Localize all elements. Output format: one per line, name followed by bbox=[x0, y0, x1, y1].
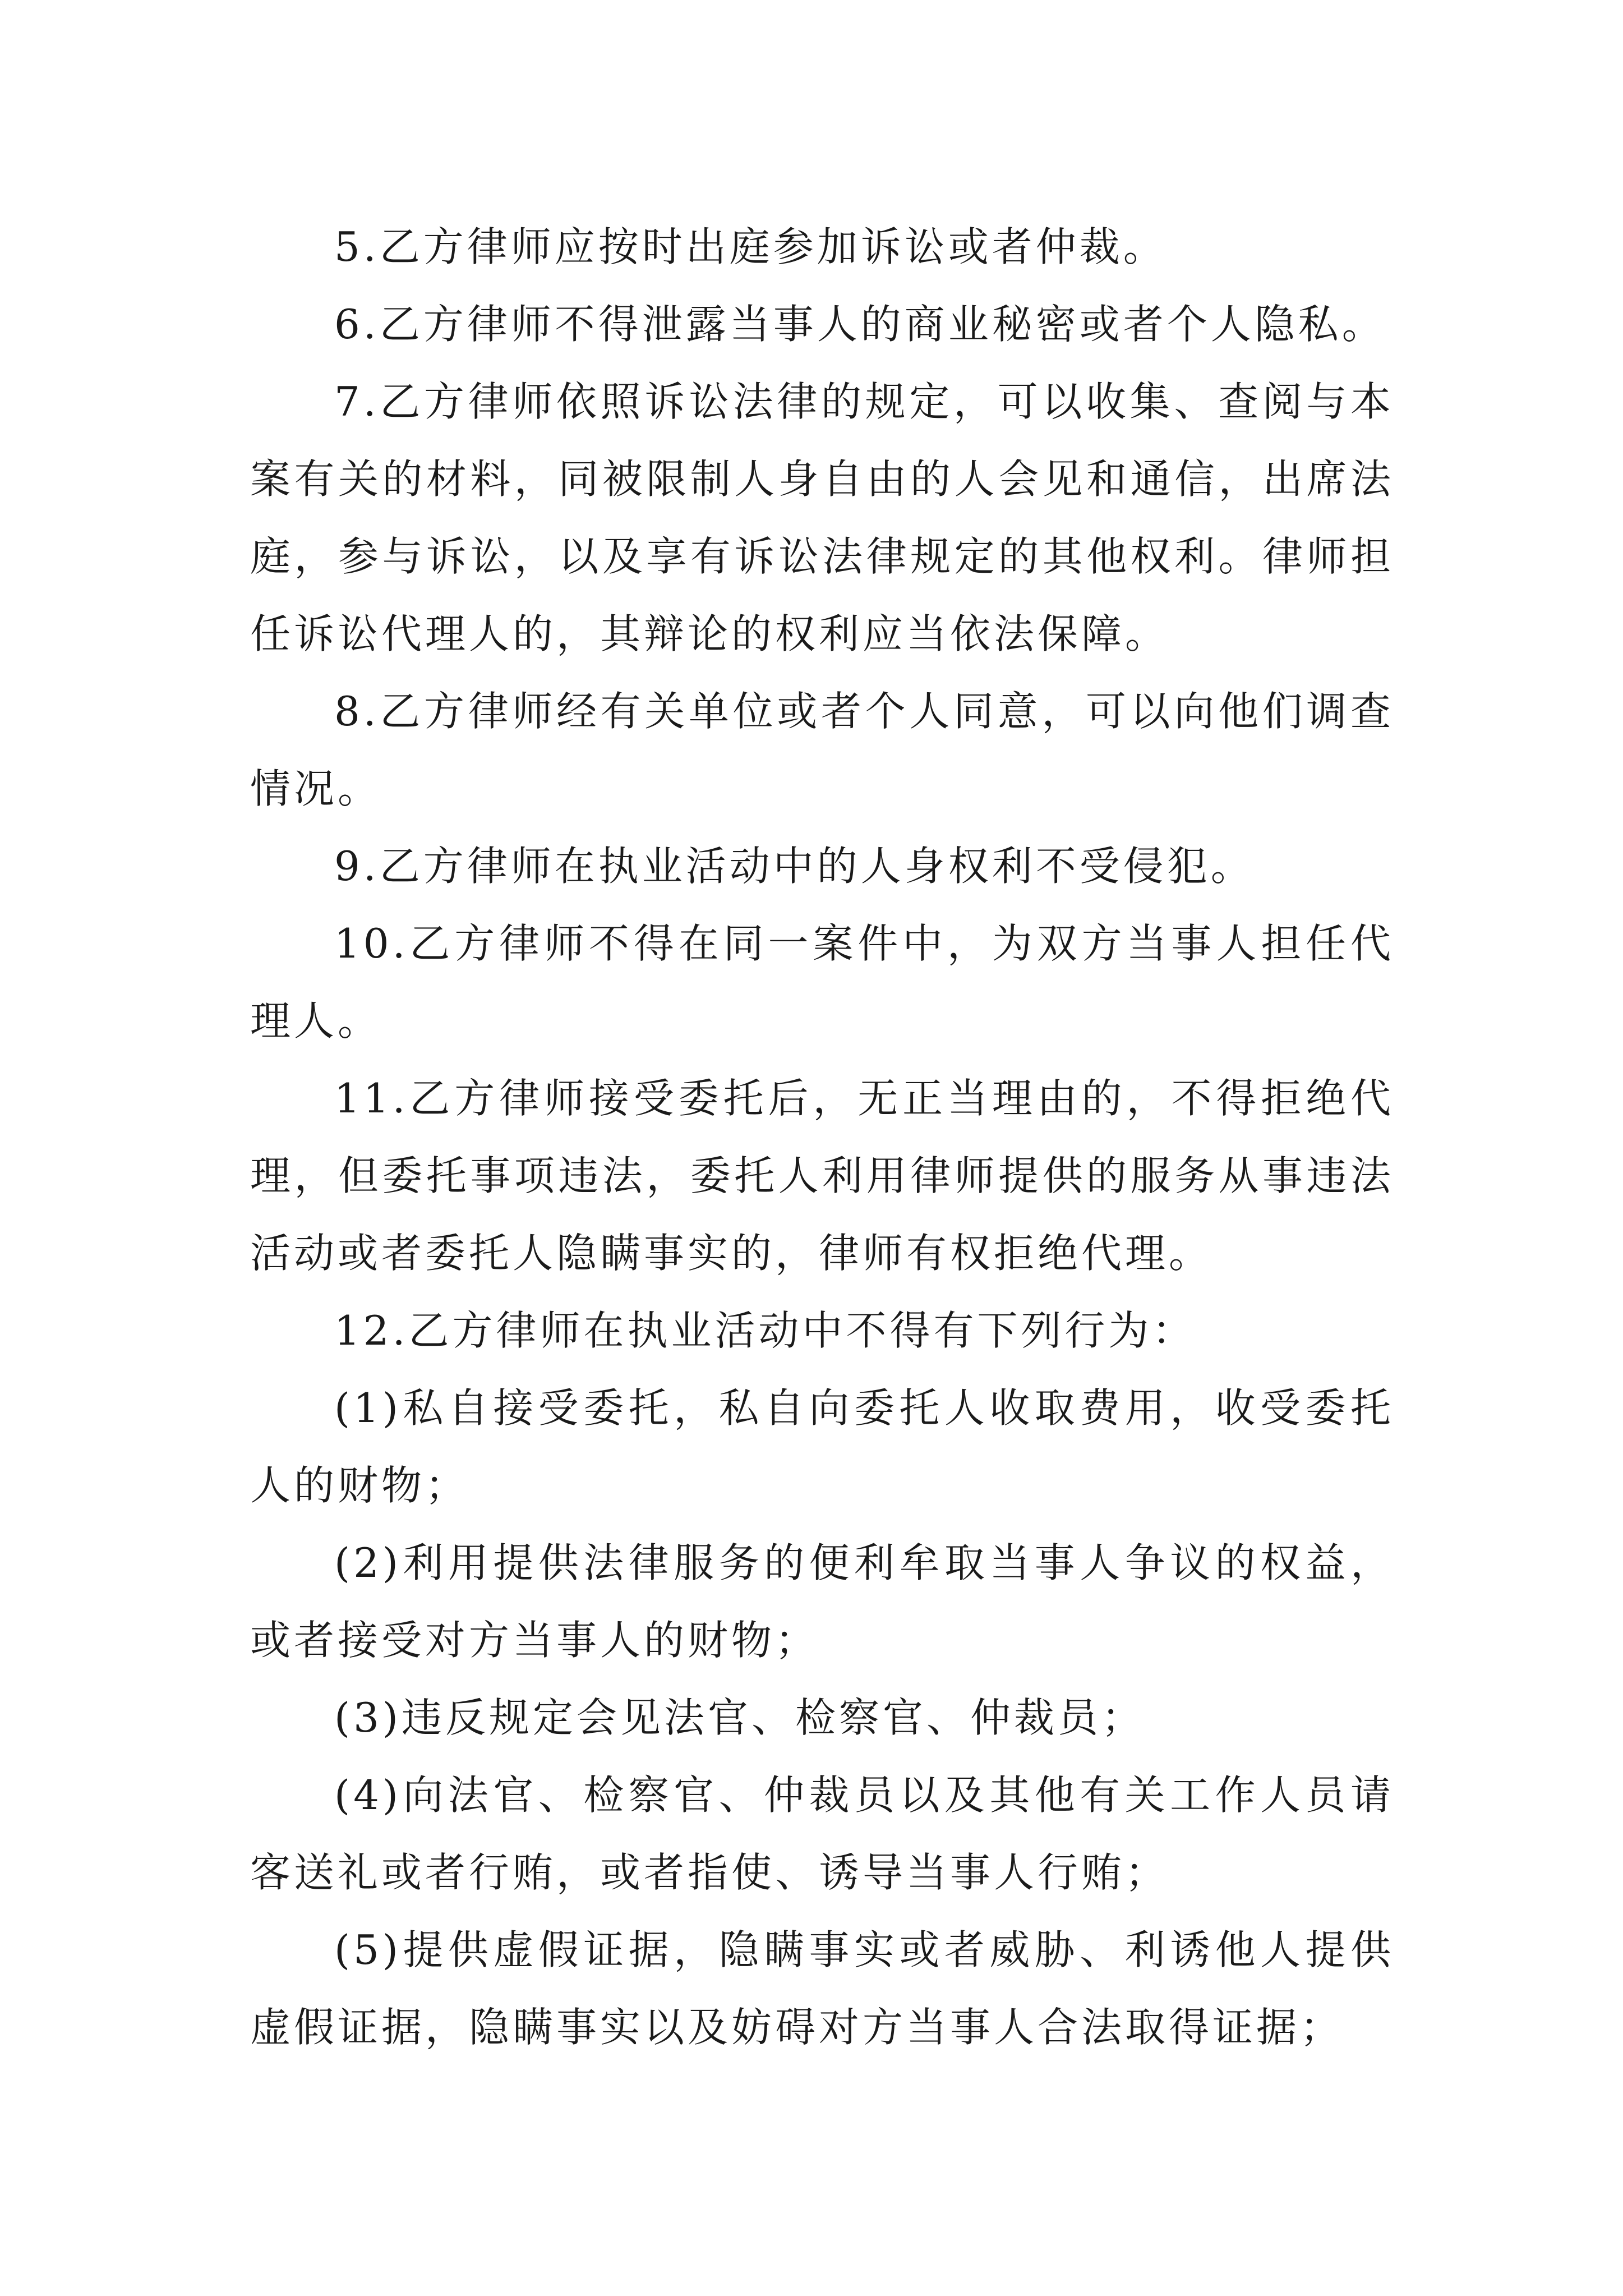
paragraph-item-12: 12.乙方律师在执业活动中不得有下列行为： bbox=[334, 1307, 1196, 1354]
paragraph-item-10: 10.乙方律师不得在同一案件中，为双方当事人担任代理人。 bbox=[250, 920, 1394, 1045]
subitem-5: (5)提供虚假证据，隐瞒事实或者威胁、利诱他人提供虚假证据，隐瞒事实以及妨碍对方当事人合法取得证据； bbox=[250, 1926, 1394, 2051]
document-body bbox=[250, 208, 1394, 2066]
subitem-4: (4)向法官、检察官、仲裁员以及其他有关工作人员请客送礼或者行贿，或者指使、诱导当事人行贿； bbox=[250, 1772, 1394, 1896]
paragraph-item-8: 8.乙方律师经有关单位或者个人同意，可以向他们调查情况。 bbox=[250, 688, 1394, 812]
subitem-3: (3)违反规定会见法官、检察官、仲裁员； bbox=[334, 1694, 1145, 1741]
paragraph-item-7: 7.乙方律师依照诉讼法律的规定，可以收集、查阅与本案有关的材料，同被限制人身自由的人会见和通信，出席法庭，参与诉讼，以及享有诉讼法律规定的其他权利。律师担任诉讼代理人的，其辩论的权利应当依法保障。 bbox=[250, 378, 1394, 657]
paragraph-item-9: 9.乙方律师在执业活动中的人身权利不受侵犯。 bbox=[334, 843, 1255, 890]
paragraph-item-5: 5.乙方律师应按时出庭参加诉讼或者仲裁。 bbox=[334, 223, 1167, 270]
paragraph-item-6: 6.乙方律师不得泄露当事人的商业秘密或者个人隐私。 bbox=[334, 301, 1386, 348]
paragraph-item-11: 11.乙方律师接受委托后，无正当理由的，不得拒绝代理，但委托事项违法，委托人利用律师提供的服务从事违法活动或者委托人隐瞒事实的，律师有权拒绝代理。 bbox=[250, 1075, 1394, 1277]
subitem-1: (1)私自接受委托，私自向委托人收取费用，收受委托人的财物； bbox=[250, 1384, 1394, 1509]
subitem-2: (2)利用提供法律服务的便利牟取当事人争议的权益，或者接受对方当事人的财物； bbox=[250, 1539, 1394, 1664]
